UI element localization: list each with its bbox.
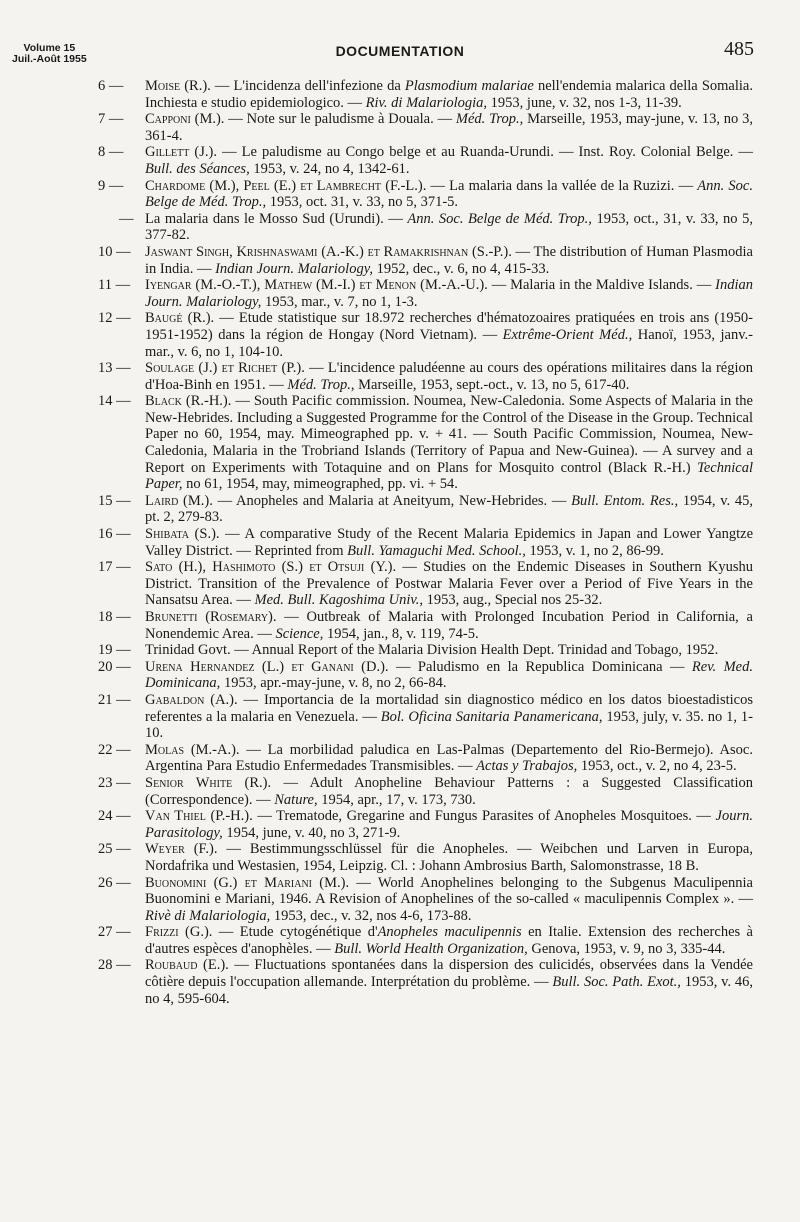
reference-entry	[98, 277, 754, 310]
reference-source: Ann. Soc. Belge de Méd. Trop.,	[145, 177, 753, 211]
volume-label: Volume 15	[23, 42, 76, 54]
reference-source-2: Bull. World Health Organization,	[334, 940, 528, 957]
reference-details: 1953, v. 1, no 2, 86-99.	[525, 542, 664, 559]
reference-text: — Trematode, Gregarine and Fungus Parasites of Anopheles Mosquitoes. —	[252, 808, 716, 825]
reference-body	[128, 178, 753, 211]
reference-entry	[98, 924, 753, 957]
reference-text: — La morbilidad paludica en Las-Palmas (Departemento del Rio-Bermejo). Asoc. Argentina Para Estudio Enfermedades Transmisibles. —	[145, 741, 753, 775]
reference-entry	[98, 691, 753, 742]
reference-details: 1954, june, v. 40, no 3, 271-9.	[222, 824, 401, 841]
reference-text: — L'incidence paludéenne au cours des opérations militaires dans la région d'Hoa-Binh en 1951. —	[145, 360, 753, 393]
reference-author: Sato (H.), Hashimoto (S.) et Otsuji (Y.).	[145, 559, 397, 576]
reference-author: Molas (M.-A.).	[145, 741, 240, 758]
reference-details: 1953, oct., 31, v. 33, no 5, 377-82.	[145, 210, 753, 244]
reference-details: 1953, mar., v. 7, no 1, 1-3.	[261, 293, 418, 310]
reference-source: Med. Bull. Kagoshima Univ.,	[254, 592, 424, 609]
reference-body	[128, 841, 753, 874]
reference-details: 1954, jan., 8, v. 119, 74-5.	[323, 625, 479, 642]
reference-author: Senior White (R.).	[145, 774, 272, 791]
reference-entry	[98, 393, 753, 493]
reference-text: — Etude statistique sur 18.972 recherches d'hématozoaires pratiquées en trois ans (1950-1951-1952) dans la région de Hongay (Nord Vietnam). —	[145, 310, 753, 343]
reference-text: — L'incidenza dell'infezione da	[210, 78, 405, 94]
reference-entry	[98, 310, 754, 360]
reference-entry	[98, 243, 753, 277]
reference-details: 1953, apr.-may-june, v. 8, no 2, 66-84.	[220, 675, 447, 692]
reference-source: Technical Paper,	[145, 459, 753, 493]
reference-number: 20 —	[98, 658, 131, 675]
reference-details: en Italie. Extension des recherches à d'autres espèces d'anophèles. —	[145, 924, 753, 957]
reference-source: Anopheles maculipennis	[377, 924, 522, 941]
reference-entry	[98, 741, 753, 775]
reference-body	[128, 310, 753, 360]
reference-text: — South Pacific commission. Noumea, New-Caledonia. Some Aspects of Malaria in the New-Hebrides. Including a Suggested Programme for the Control of the Disease in the Group. Technical Paper no 60, 1954, may. Mimeographed pp. v. + 41. — South Pacific Commission, Noumea, New-Caledonia, Malaria in the Trobriand Islands (Territory of Papua and New-Guinea). — A survey and a Report on Experiments with Totaquine and on Plans for Mosquito control (Black R.-H.)	[145, 393, 753, 476]
reference-author: Black (R.-H.).	[145, 393, 232, 410]
reference-author: Weyer (F.).	[145, 841, 218, 858]
reference-source: Indian Journ. Malariology,	[145, 277, 754, 310]
reference-details: no 61, 1954, may, mimeographed, pp. vi. + 54.	[182, 476, 458, 493]
reference-source: Plasmodium malariae	[404, 78, 534, 94]
reference-body	[128, 493, 753, 526]
reference-text: — Studies on the Endemic Diseases in Southern Kyushu District. Transition of the Prevalence of Postwar Malaria Fever over a Period of Five Years in the Nansatsu Area. —	[145, 559, 754, 609]
reference-text: — Fluctuations spontanées dans la dispersion des culicidés, observées dans la Vendée côtière depuis l'occupation allemande. Interprétation du problème. —	[145, 957, 753, 991]
reference-entry	[98, 658, 753, 692]
reference-source: Méd. Trop.,	[287, 376, 355, 393]
reference-body	[128, 211, 753, 244]
reference-entry	[98, 526, 754, 559]
reference-entry	[98, 957, 753, 1007]
reference-author: Capponi (M.).	[145, 111, 225, 128]
reference-author: Iyengar (M.-O.-T.), Mathew (M.-I.) et Menon (M.-A.-U.).	[145, 277, 488, 294]
reference-body	[128, 742, 753, 775]
reference-source: Méd. Trop.,	[455, 111, 524, 128]
reference-source: Actas y Trabajos,	[476, 758, 578, 775]
reference-number: 26 —	[98, 874, 131, 891]
reference-details: 1953, dec., v. 32, nos 4-6, 173-88.	[270, 907, 472, 924]
reference-entry	[119, 210, 753, 244]
reference-details: 1953, v. 46, no 4, 595-604.	[145, 974, 753, 1007]
reference-number: 6 —	[98, 78, 124, 94]
reference-author: Gabaldon (A.).	[145, 691, 238, 708]
reference-source: Nature,	[274, 791, 318, 808]
page-title: DOCUMENTATION	[335, 43, 465, 59]
reference-body	[128, 609, 753, 642]
reference-source: Bull. Entom. Res.,	[571, 492, 679, 509]
reference-number: 18 —	[98, 609, 131, 625]
reference-text: — La malaria dans la vallée de la Ruzizi. —	[426, 177, 698, 194]
reference-text: — Etude cytogénétique d'	[212, 924, 378, 941]
reference-text: — Importancia de la mortalidad sin diagnostico médico en los datos bioestadisticos referentes a la malaria en Venezuela. —	[145, 691, 753, 725]
reference-body	[128, 393, 753, 493]
reference-body	[128, 244, 753, 277]
reference-details: 1953, july, v. 35. no 1, 1-10.	[145, 708, 753, 742]
reference-body	[128, 957, 753, 1007]
reference-author: Chardome (M.), Peel (E.) et Lambrecht (F.-L.).	[145, 177, 427, 194]
reference-number: 15 —	[98, 492, 131, 509]
reference-number: 17 —	[98, 559, 131, 576]
reference-number: 7 —	[98, 111, 124, 128]
reference-entry	[98, 492, 753, 526]
reference-text: Trinidad Govt. — Annual Report of the Malaria Division Health Dept. Trinidad and Tobago, 1952.	[145, 642, 719, 659]
reference-source: Bol. Oficina Sanitaria Panamericana,	[380, 708, 603, 725]
reference-number: 11 —	[98, 277, 131, 294]
reference-author: Moise (R.).	[145, 78, 211, 94]
reference-author: Shibata (S.).	[145, 526, 220, 543]
reference-number: —	[119, 210, 134, 227]
reference-author: Jaswant Singh, Krishnaswami (A.-K.) et Ramakrishnan (S.-P.).	[145, 243, 512, 260]
reference-number: 23 —	[98, 774, 131, 791]
reference-source: Bull. des Séances,	[145, 160, 250, 177]
reference-text: — Adult Anopheline Behaviour Patterns : a Suggested Classification (Correspondence). —	[145, 774, 753, 808]
reference-text: — A comparative Study of the Recent Malaria Epidemics in Japan and Lower Yangtze Valley District. — Reprinted from	[145, 526, 754, 559]
reference-author: Buonomini (G.) et Mariani (M.).	[145, 874, 350, 891]
reference-author: Baugé (R.).	[145, 310, 215, 327]
reference-details: Marseille, 1953, sept.-oct., v. 13, no 5, 617-40.	[354, 376, 630, 393]
reference-entry	[98, 559, 754, 609]
reference-source: Science,	[275, 625, 324, 642]
reference-entry	[98, 609, 753, 642]
reference-author: Roubaud (E.).	[145, 957, 229, 974]
reference-author: Laird (M.).	[145, 492, 213, 509]
reference-number: 13 —	[98, 360, 131, 377]
reference-body	[128, 111, 753, 144]
issue-date: Juil.-Août 1955	[12, 53, 87, 65]
reference-entry	[98, 841, 753, 874]
reference-source: Indian Journ. Malariology,	[215, 260, 373, 277]
reference-details: 1953, aug., Special nos 25-32.	[423, 592, 603, 609]
reference-author: Gillett (J.).	[145, 144, 217, 161]
reference-author: Brunetti (Rosemary).	[145, 609, 277, 625]
reference-details: 1953, v. 24, no 4, 1342-61.	[249, 160, 410, 177]
reference-details-2: Genova, 1953, v. 9, no 3, 335-44.	[527, 940, 726, 957]
reference-text: — Malaria in the Maldive Islands. —	[487, 277, 716, 294]
reference-source: Bull. Yamaguchi Med. School.,	[347, 542, 526, 559]
reference-number: 10 —	[98, 243, 131, 260]
reference-source: Rivè di Malariologia,	[145, 907, 271, 924]
reference-body	[128, 875, 753, 925]
reference-details-2: 1953, june, v. 32, nos 1-3, 11-39.	[487, 94, 682, 111]
reference-number: 22 —	[98, 741, 131, 758]
reference-details: 1953, oct., v. 2, no 4, 23-5.	[577, 758, 737, 775]
reference-entry	[98, 177, 753, 211]
reference-source: Extrême-Orient Méd.,	[502, 326, 633, 343]
reference-body	[128, 144, 753, 177]
reference-entry	[98, 111, 753, 144]
reference-entry	[98, 642, 753, 659]
reference-text: — World Anophelines belonging to the Subgenus Maculipennia Buonomini e Mariani, 1946. A Revision of Anophelines of the so-called « maculipennis Complex ». —	[145, 874, 753, 908]
reference-source: Rev. Med. Dominicana,	[145, 658, 753, 692]
reference-details: nell'endemia malarica della Somalia. Inchiesta e studio epidemiologico. —	[145, 78, 753, 111]
reference-entry	[98, 874, 753, 925]
reference-source: Journ. Parasitology,	[145, 808, 753, 841]
reference-body	[128, 360, 753, 393]
reference-number: 16 —	[98, 526, 131, 543]
reference-number: 9 —	[98, 177, 124, 194]
reference-body	[128, 659, 753, 692]
reference-body	[128, 526, 753, 559]
reference-body	[128, 642, 753, 659]
reference-body	[128, 277, 753, 310]
reference-body	[128, 559, 753, 609]
reference-body	[128, 78, 753, 111]
reference-details: Marseille, 1953, may-june, v. 13, no 3, 361-4.	[145, 111, 753, 144]
reference-source-2: Riv. di Malariologia,	[365, 94, 488, 111]
reference-entry	[98, 144, 753, 177]
reference-number: 8 —	[98, 144, 124, 161]
reference-source: Ann. Soc. Belge de Méd. Trop.,	[407, 210, 592, 227]
reference-entry	[98, 808, 753, 841]
reference-number: 14 —	[98, 393, 131, 410]
reference-body	[128, 692, 753, 742]
reference-number: 28 —	[98, 957, 131, 974]
reference-text: — Note sur le paludisme à Douala. —	[224, 111, 456, 128]
reference-text: La malaria dans le Mosso Sud (Urundi). —	[145, 210, 408, 227]
page-number: 485	[724, 38, 754, 60]
reference-author: Urena Hernandez (L.) et Ganani (D.).	[145, 658, 389, 675]
reference-author: Van Thiel (P.-H.).	[145, 808, 253, 825]
reference-number: 19 —	[98, 642, 131, 659]
reference-author: Frizzi (G.).	[145, 924, 213, 941]
reference-text: — Anopheles and Malaria at Aneityum, New-Hebrides. —	[212, 492, 572, 509]
reference-details: 1952, dec., v. 6, no 4, 415-33.	[372, 260, 550, 277]
reference-text: — Bestimmungsschlüssel für die Anopheles. — Weibchen und Larven in Europa, Nordafrika und Westasien, 1954, Leipzig. Cl. : Johann Ambrosius Barth, Salomonstrasse, 18 B.	[145, 841, 753, 874]
reference-entry	[98, 78, 753, 111]
reference-text: — The distribution of Human Plasmodia in India. —	[145, 243, 753, 277]
reference-details: 1953, oct. 31, v. 33, no 5, 371-5.	[266, 194, 459, 211]
reference-body	[128, 808, 753, 841]
reference-author: Soulage (J.) et Richet (P.).	[145, 360, 305, 377]
reference-body	[128, 775, 753, 808]
reference-text: — Le paludisme au Congo belge et au Ruanda-Urundi. — Inst. Roy. Colonial Belge. —	[216, 144, 753, 161]
reference-details: 1954, v. 45, pt. 2, 279-83.	[145, 492, 753, 526]
reference-text: — Paludismo en la Republica Dominicana —	[388, 658, 692, 675]
reference-list	[98, 78, 754, 1007]
reference-number: 21 —	[98, 691, 131, 708]
reference-number: 24 —	[98, 808, 131, 825]
reference-details: Hanoï, 1953, janv.-mar., v. 6, no 1, 104-10.	[145, 326, 754, 360]
reference-body	[128, 924, 753, 957]
reference-number: 12 —	[98, 310, 131, 327]
reference-entry	[98, 360, 753, 393]
reference-source: Bull. Soc. Path. Exot.,	[552, 974, 681, 991]
reference-number: 25 —	[98, 841, 131, 858]
reference-details: 1954, apr., 17, v. 173, 730.	[317, 791, 476, 808]
reference-entry	[98, 774, 753, 808]
reference-number: 27 —	[98, 924, 131, 941]
reference-text: — Outbreak of Malaria with Prolonged Incubation Period in California, a Nonendemic Area. —	[145, 609, 753, 642]
